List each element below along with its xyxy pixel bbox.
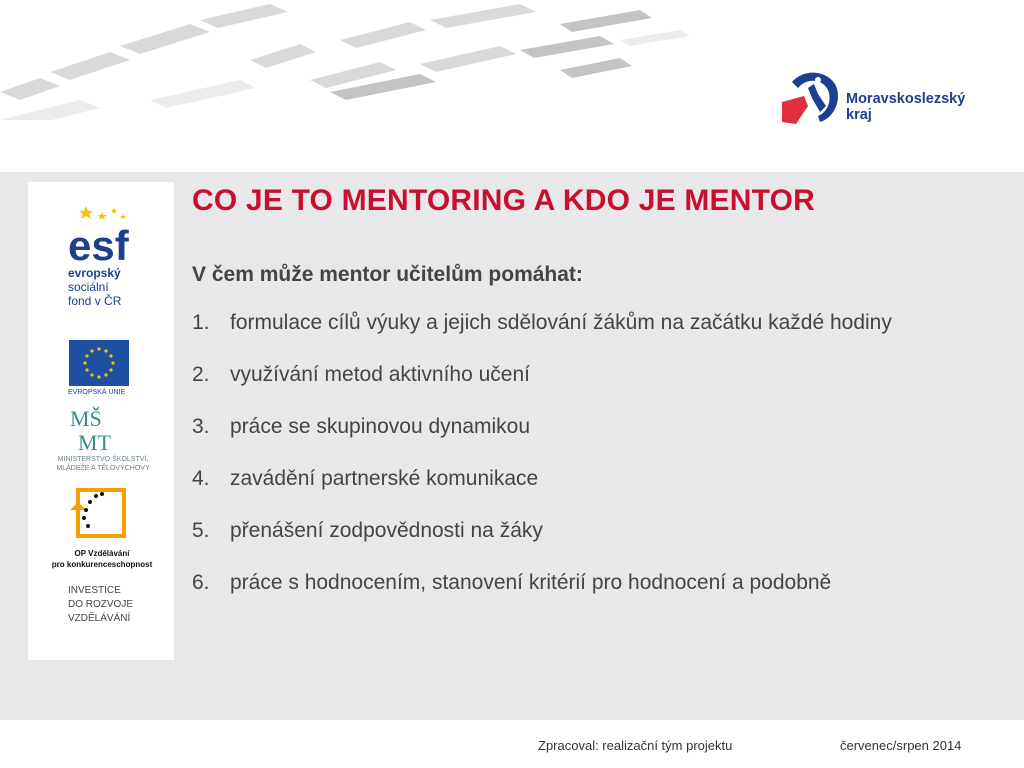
investice-text [68, 584, 133, 626]
list-item-text: formulace cílů výuky a jejich sdělování žákům na začátku každé hodiny [230, 311, 892, 334]
op-caption-line-2: pro konkurenceschopnost [51, 560, 153, 569]
list-item-text: práce s hodnocením, stanovení kritérií pro hodnocení a podobně [230, 571, 832, 594]
footer-date: červenec/srpen 2014 [840, 738, 962, 753]
esf-logo [68, 204, 148, 264]
op-caption-line-1: OP Vzdělávání [74, 549, 130, 558]
esf-caption-line-3: fond v ČR [68, 294, 122, 308]
slide-header [0, 0, 1024, 172]
list-item [192, 514, 992, 548]
decorative-stripes [0, 0, 720, 120]
svg-text:MŠ: MŠ [70, 406, 102, 431]
regional-emblem-icon [778, 66, 842, 130]
list-item-number: 4. [192, 467, 210, 490]
eu-label: EVROPSKÁ UNIE [68, 389, 126, 396]
msmt-caption [38, 455, 168, 473]
list-item [192, 410, 992, 444]
op-caption [36, 548, 168, 570]
list-item [192, 566, 992, 600]
logo-line-1: Moravskoslezský [846, 91, 966, 107]
list-item [192, 358, 992, 392]
investice-line-3: VZDĚLÁVÁNÍ [68, 613, 131, 624]
list-item-number: 3. [192, 415, 210, 438]
esf-caption-line-1: evropský [68, 266, 121, 280]
mentor-help-list [192, 306, 992, 618]
investice-line-1: INVESTICE [68, 585, 121, 596]
moravskoslezsky-kraj-logo [778, 66, 988, 130]
list-item-number: 6. [192, 571, 210, 594]
investice-line-2: DO ROZVOJE [68, 599, 134, 610]
msmt-caption-line-2: MLÁDEŽE A TĚLOVÝCHOVY [56, 465, 150, 472]
funding-logos-column [28, 182, 174, 660]
list-item-number: 1. [192, 311, 210, 334]
list-item-text: práce se skupinovou dynamikou [230, 415, 531, 438]
list-item [192, 462, 992, 496]
msmt-caption-line-1: MINISTERSTVO ŠKOLSTVÍ, [57, 456, 149, 463]
svg-text:MT: MT [78, 430, 111, 454]
list-item-text: využívání metod aktivního učení [230, 363, 530, 386]
op-vzdelavani-logo-icon [68, 484, 132, 542]
footer-author: Zpracoval: realizační tým projektu [538, 738, 733, 753]
list-item-number: 2. [192, 363, 210, 386]
eu-flag-icon [69, 340, 129, 386]
list-item [192, 306, 992, 340]
esf-caption [68, 266, 121, 308]
esf-caption-line-2: sociální [68, 280, 109, 294]
list-item-text: zavádění partnerské komunikace [230, 467, 539, 490]
logo-line-2: kraj [846, 107, 872, 123]
moravskoslezsky-kraj-wordmark [846, 91, 965, 123]
msmt-logo-icon [68, 404, 130, 454]
slide-subtitle: V čem může mentor učitelům pomáhat: [192, 263, 583, 286]
list-item-number: 5. [192, 519, 210, 542]
list-item-text: přenášení zodpovědnosti na žáky [230, 519, 543, 542]
slide-title: CO JE TO MENTORING A KDO JE MENTOR [192, 184, 815, 217]
esf-wordmark: esf [68, 222, 129, 264]
